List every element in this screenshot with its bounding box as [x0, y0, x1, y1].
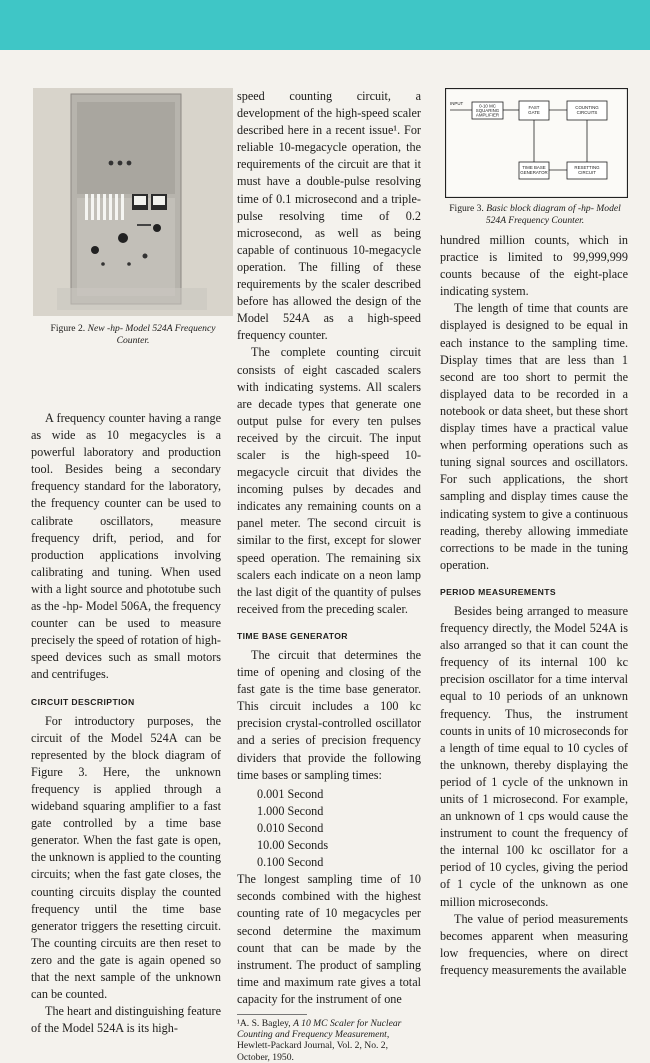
footnote-rule — [237, 1014, 307, 1015]
sampling-time: 0.010 Second — [257, 820, 324, 835]
footnote — [237, 1018, 421, 1063]
figure-2-number: Figure 2. — [50, 323, 86, 334]
time-base-heading: TIME BASE GENERATOR — [237, 630, 348, 641]
footnote-title: A 10 MC Scaler for Nuclear Counting and Frequency Measurement — [237, 1017, 402, 1041]
column-1 — [31, 410, 221, 1037]
figure-2-caption — [33, 323, 233, 346]
capacity-paragraph: hundred million counts, which in practice is limited to 99,999,999 counts because of the eight-place indicating system. — [440, 233, 628, 299]
counter-photo-drawing — [33, 88, 233, 316]
circuit-paragraph: For introductory purposes, the circuit of the Model 524A can be represented by the block diagram of Figure 3. Here, the unknown frequency is applied through a wideband squaring amplifier to a fast gate controlled by a time base generator. When the fast gate is open, the unknown is applied to the counting circuits; when the fast gate closes, the counting circuits display the counted frequency until the time base generator triggers the resetting circuit. The counting circuits are then reset to zero and the gate is again opened so that the next sample of the unknown can be counted. — [31, 713, 221, 1002]
sampling-times-list — [257, 786, 421, 871]
gate-line-2: GATE — [528, 110, 540, 115]
block-diagram-drawing — [445, 88, 628, 198]
column-3 — [440, 232, 628, 979]
display-time-paragraph: The length of time that counts are displayed is designed to be equal in each instance to the sampling time. Display times that are less than 1 second are too short to permit the displayed data to be recorded in a notebook or data sheet, but these short display times have a practical value when performing operations such as tuning signal sources and oscillators. For such applications, the short sampling and display times cause the indicating system to give a continuous reading, thereby allowing immediate corrections to be made in the tuning operation. — [440, 301, 628, 572]
gate-line-1: FAST — [528, 105, 540, 110]
heart-paragraph: The heart and distinguishing feature of the Model 524A is its high- — [31, 1004, 221, 1036]
sampling-time: 1.000 Second — [257, 803, 324, 818]
circuit-description-heading: CIRCUIT DESCRIPTION — [31, 696, 135, 707]
figure-3-caption — [440, 203, 630, 226]
sampling-paragraph: The longest sampling time of 10 seconds combined with the highest counting rate of 10 megacycles per second determine the maximum count that can be made by the instrument. The product of sampling time and maximum rate gives a total capacity for the instrument of one — [237, 872, 421, 1006]
scaler-paragraph: speed counting circuit, a development of the high-speed scaler described here in a recent issue¹. For reliable 10-megacycle operation, the requirements of the circuit are that it must have a double-pulse resolving time of 0.1 microsecond and a triple-pulse resolving time of 0.2 microsecond, as well as being capable of continuous 10-megacycle operation. The filling of these requirements by the scaler described before has allowed the design of the Model 524A as a high-speed frequency counter. — [237, 89, 421, 343]
column-2 — [237, 88, 421, 1063]
period-measurements-heading: PERIOD MEASUREMENTS — [440, 586, 556, 597]
period-value-paragraph: The value of period measurements becomes apparent when measuring low frequencies, where on direct frequency measurements the available — [440, 911, 628, 977]
footnote-prefix: ¹A. S. Bagley, — [237, 1017, 294, 1029]
counter-photo — [33, 88, 233, 316]
timebase-line-2: GENERATOR — [520, 170, 548, 175]
top-color-band — [0, 0, 650, 50]
resetting-line-1: RESETTING — [574, 165, 600, 170]
resetting-line-2: CIRCUIT — [578, 170, 596, 175]
counting-line-2: CIRCUITS — [576, 110, 598, 115]
time-base-paragraph: The circuit that determines the time of opening and closing of the fast gate is the time base generator. This circuit includes a 100 kc precision crystal-controlled oscillator and a series of precision frequency dividers that provide the following time bases or sampling times: — [237, 648, 421, 782]
sampling-time: 0.100 Second — [257, 855, 324, 870]
period-paragraph: Besides being arranged to measure frequency directly, the Model 524A is also arranged so that it can count the frequency of its internal 100 kc precision oscillator for a time interval equal to 10 periods of an unknown frequency. Thus, the instrument counts in units of 10 microseconds for a length of time equal to 10 cycles of the unknown, thereby displaying the period of 1 cycle of the unknown in units of 1 microsecond. For example, an unknown of 1 cps would cause the instrument to count the frequency of the internal 100 kc oscillator for a period of 10 cycles, giving the period of 1 cycle of the unknown as one million microseconds. — [440, 603, 628, 909]
amp-line-3: AMPLIFIER — [475, 112, 500, 118]
intro-paragraph: A frequency counter having a range as wide as 10 megacycles is a powerful laboratory and production tool. Besides being a secondary frequency standard for the laboratory, the frequency counter can be used to calibrate oscillators, measure frequency drift, period, and for production applications involving calibrating and tuning. When used with a light source and phototube such as the -hp- Model 506A, the frequency counter can be used to measure precisely the speed of rotation of high-speed devices such as small motors and centrifuges. — [31, 411, 221, 682]
sampling-time: 10.00 Seconds — [257, 838, 329, 853]
counting-circuit-paragraph: The complete counting circuit consists of eight cascaded scalers with indicating systems. All scalers are decade types that generate one output pulse for every ten pulses received by the circuit. The input scaler is the high-speed 10-megacycle circuit that divides the incoming pulses by decades and indicates any remaining counts on a panel meter. The second circuit is similar to the first, except for slower speed operation. The remaining six scalers each indicate on a neon lamp the last digit of the quantity of pulses received from the preceding scaler. — [237, 345, 421, 616]
sampling-time: 0.001 Second — [257, 786, 324, 801]
figure-3-number: Figure 3. — [449, 203, 484, 214]
input-label: INPUT — [450, 101, 464, 106]
figure-2-text: New -hp- Model 524A Frequency Counter. — [87, 323, 216, 346]
figure-3-text: Basic block diagram of -hp- Model 524A Frequency Counter. — [485, 203, 621, 226]
amp-line-2: SQUARING — [475, 108, 500, 113]
amp-line-1: 0-10 MC — [479, 103, 496, 109]
block-diagram — [445, 88, 628, 198]
timebase-line-1: TIME BASE — [522, 165, 546, 170]
footnote-suffix: , Hewlett-Packard Journal, Vol. 2, No. 2, October, 1950. — [237, 1029, 390, 1063]
counting-line-1: COUNTING — [575, 105, 599, 110]
